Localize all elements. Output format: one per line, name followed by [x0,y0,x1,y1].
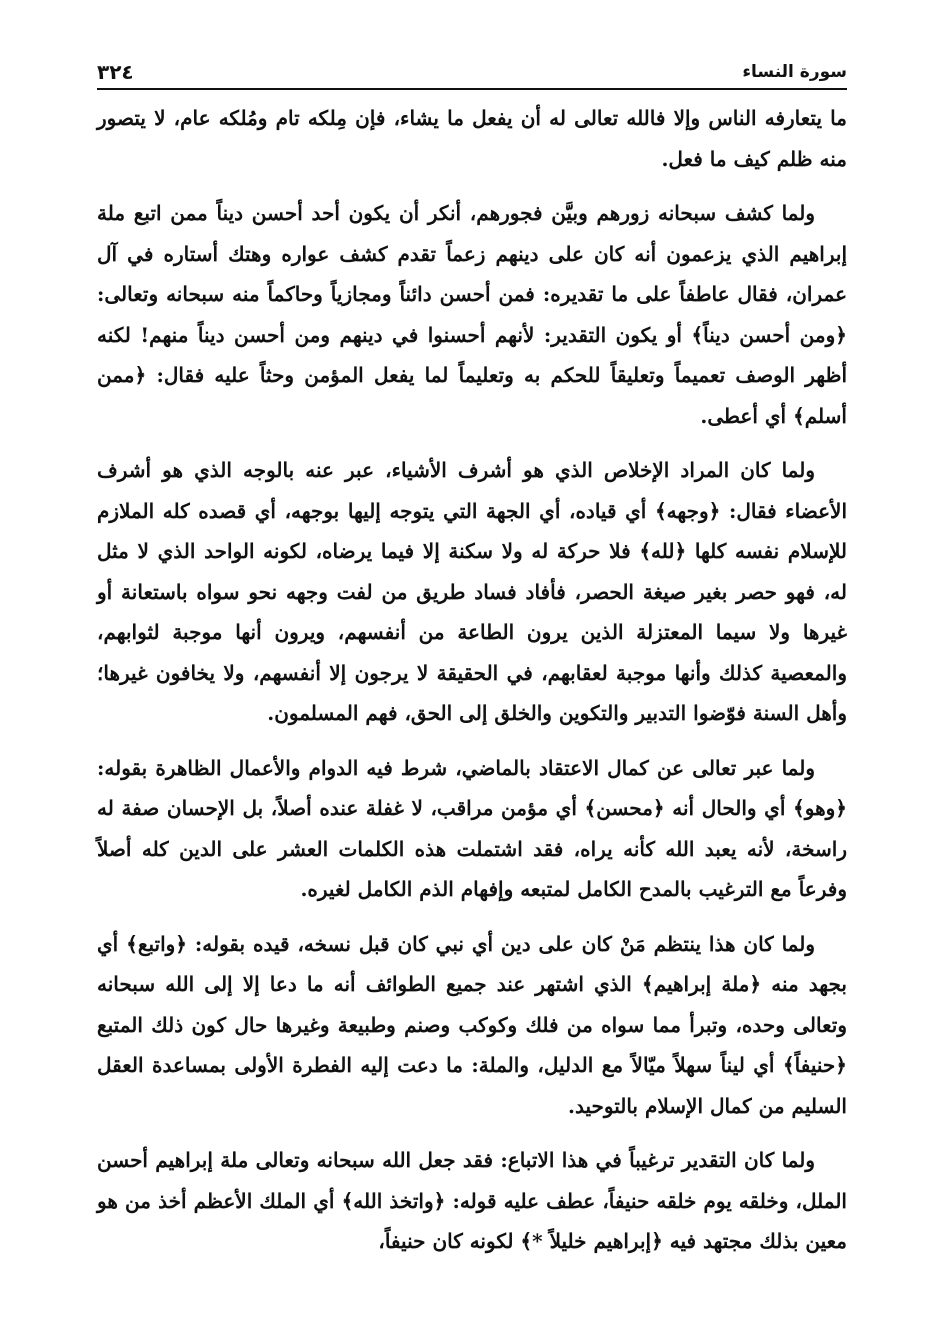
header-divider [97,88,847,90]
paragraph: ولما كان التقدير ترغيباً في هذا الاتباع: فقد جعل الله سبحانه وتعالى ملة إبراهيم أحسن الملل، وخلقه يوم خلقه حنيفاً، عطف عليه قوله: ﴿واتخذ الله﴾ أي الملك الأعظم أخذ من هو معين بذلك مجتهد فيه ﴿إبراهيم خليلاً *﴾ لكونه كان حنيفاً، [97,1148,847,1253]
paragraph: ولما عبر تعالى عن كمال الاعتقاد بالماضي، شرط فيه الدوام والأعمال الظاهرة بقوله: ﴿وهو﴾ أي والحال أنه ﴿محسن﴾ أي مؤمن مراقب، لا غفلة عنده أصلاً، بل الإحسان صفة له راسخة، لأنه يعبد الله كأنه يراه، فقد اشتملت هذه الكلمات العشر على الدين كله أصلاً وفرعاً مع الترغيب بالمدح الكامل لمتبعه وإفهام الذم الكامل لغيره. [97,755,847,901]
page-number: ٣٢٤ [97,60,134,84]
body-text [97,98,847,1276]
paragraph: ولما كشف سبحانه زورهم وبيَّن فجورهم، أنكر أن يكون أحد أحسن ديناً ممن اتبع ملة إبراهيم الذي يزعمون أنه كان على دينهم زعماً تقدم كشف عواره وهتك أستاره في آل عمران، فقال عاطفاً على ما تقديره: فمن أحسن دائناً ومجازياً وحاكماً منه سبحانه وتعالى: ﴿ومن أحسن ديناً﴾ أو يكون التقدير: لأنهم أحسنوا في دينهم ومن أحسن ديناً منهم! لكنه أظهر الوصف تعميماً وتعليقاً للحكم به وتعليماً لما يفعل المؤمن وحثاً عليه فقال: ﴿ممن أسلم﴾ أي أعطى. [97,201,847,428]
surah-name: سورة النساء [742,62,847,82]
paragraph: ولما كان هذا ينتظم مَنْ كان على دين أي نبي كان قبل نسخه، قيده بقوله: ﴿واتبع﴾ أي بجهد منه ﴿ملة إبراهيم﴾ الذي اشتهر عند جميع الطوائف أنه ما دعا إلا إلى الله سبحانه وتعالى وحده، وتبرأ مما سواه من فلك وكوكب وصنم وطبيعة وغيرها حال كون ذلك المتبع ﴿حنيفاً﴾ أي ليناً سهلاً ميّالاً مع الدليل، والملة: ما دعت إليه الفطرة الأولى بمساعدة العقل السليم من كمال الإسلام بالتوحيد. [97,931,847,1118]
paragraph: ما يتعارفه الناس وإلا فالله تعالى له أن يفعل ما يشاء، فإن مِلكه تام ومُلكه عام، لا يتصور منه ظلم كيف ما فعل. [97,106,847,171]
page-header [97,58,847,84]
paragraph: ولما كان المراد الإخلاص الذي هو أشرف الأشياء، عبر عنه بالوجه الذي هو أشرف الأعضاء فقال: ﴿وجهه﴾ أي قياده، أي الجهة التي يتوجه إليها بوجهه، أي قصده كله الملازم للإسلام نفسه كلها ﴿لله﴾ فلا حركة له ولا سكنة إلا فيما يرضاه، لكونه الواحد الذي لا مثل له، فهو حصر بغير صيغة الحصر، فأفاد فساد طريق من لفت وجهه نحو سواه باستعانة أو غيرها ولا سيما المعتزلة الذين يرون الطاعة من أنفسهم، ويرون أنها موجبة لثوابهم، والمعصية كذلك وأنها موجبة لعقابهم، في الحقيقة لا يرجون إلا أنفسهم، ولا يخافون غيرها؛ وأهل السنة فوّضوا التدبير والتكوين والخلق إلى الحق، فهم المسلمون. [97,458,847,725]
